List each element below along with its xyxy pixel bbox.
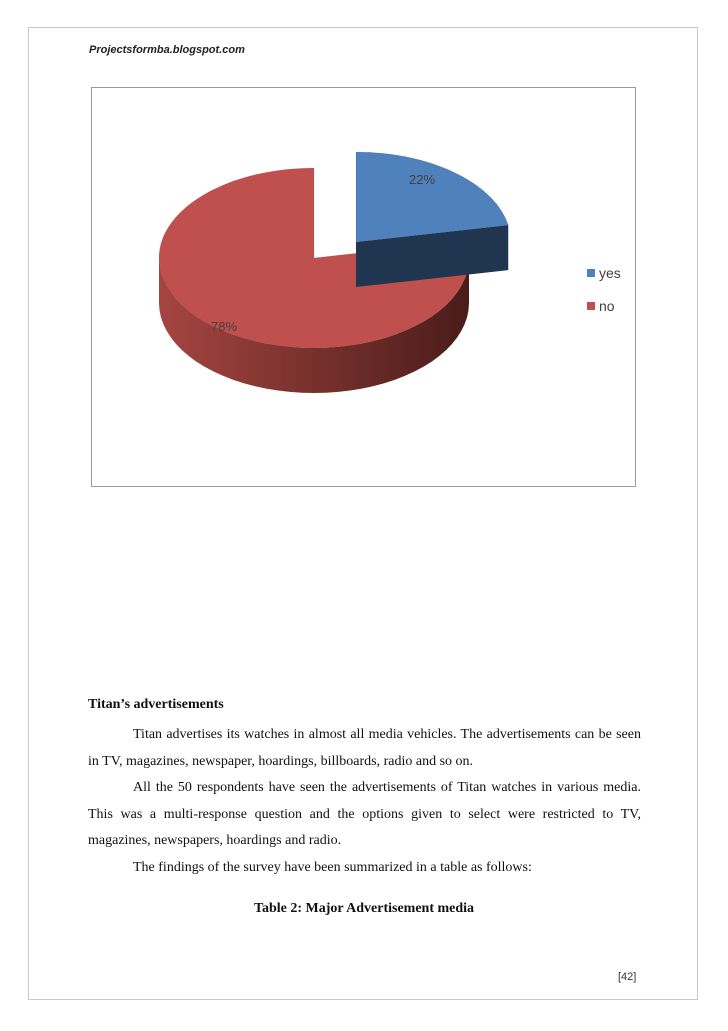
- section-title: Titan’s advertisements: [88, 697, 224, 712]
- data-label-yes: 22%: [408, 172, 436, 187]
- legend-label-no: no: [599, 298, 615, 314]
- pie-chart-svg: [92, 88, 637, 488]
- legend-label-yes: yes: [599, 265, 621, 281]
- table-caption: Table 2: Major Advertisement media: [253, 901, 475, 916]
- blog-header: Projectsformba.blogspot.com: [89, 44, 245, 56]
- legend-item-no: [587, 297, 621, 315]
- legend-swatch-yes: [587, 269, 595, 277]
- page-number: [42]: [618, 971, 637, 983]
- pie-chart: [91, 87, 636, 487]
- legend-item-yes: [587, 264, 621, 282]
- data-label-no: 78%: [210, 319, 238, 334]
- body-text: [88, 722, 641, 882]
- paragraph-2: All the 50 respondents have seen the advertisements of Titan watches in various media. This was a multi-response question and the options given to select were restricted to TV, magazines, newspapers, hoardings and radio.: [88, 780, 641, 849]
- chart-legend: [587, 264, 621, 330]
- legend-swatch-no: [587, 302, 595, 310]
- paragraph-1: Titan advertises its watches in almost all media vehicles. The advertisements can be seen in TV, magazines, newspaper, hoardings, billboards, radio and so on.: [88, 727, 641, 769]
- paragraph-3: The findings of the survey have been summarized in a table as follows:: [133, 859, 532, 875]
